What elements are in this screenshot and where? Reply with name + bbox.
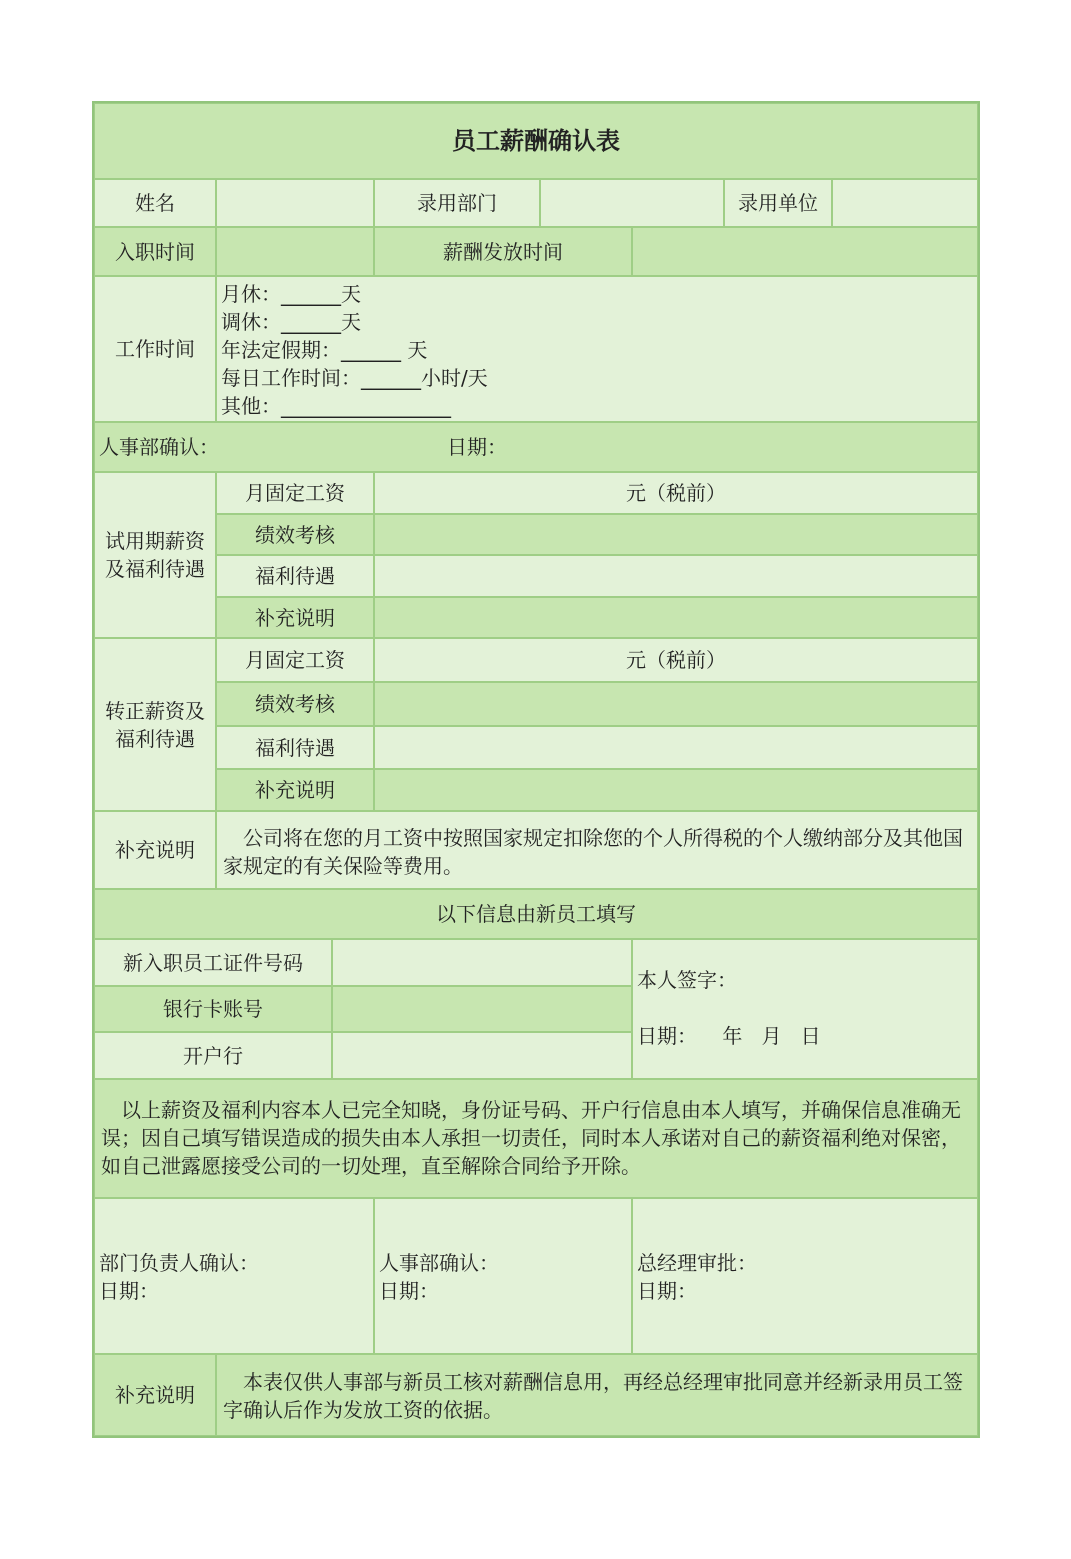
hr-confirm-date-label: 日期：: [447, 435, 507, 459]
hr-confirm-row[interactable]: [94, 422, 978, 472]
regular-label: 转正薪资及福利待遇: [94, 638, 216, 811]
work-time-label: 工作时间: [94, 276, 216, 422]
probation-item: 福利待遇: [216, 555, 374, 597]
regular-item: 绩效考核: [216, 682, 374, 726]
bank-branch-label: 开户行: [94, 1032, 332, 1079]
work-time-line: 其他：_________________: [221, 394, 451, 418]
probation-perf-field[interactable]: [374, 514, 978, 555]
regular-salary-field[interactable]: 元（税前）: [374, 638, 978, 682]
form-title: 员工薪酬确认表: [94, 103, 978, 179]
id-number-label: 新入职员工证件号码: [94, 939, 332, 986]
approval-date: 日期：: [379, 1279, 439, 1303]
note2-text: 本表仅供人事部与新员工核对薪酬信息用，再经总经理审批同意并经新录用员工签字确认后作为发放工资的依据。: [216, 1354, 978, 1436]
signature-label: 本人签字：: [637, 968, 737, 992]
signature-area[interactable]: [632, 939, 978, 1079]
regular-item: 福利待遇: [216, 726, 374, 769]
note1-label: 补充说明: [94, 811, 216, 889]
note2-label: 补充说明: [94, 1354, 216, 1436]
probation-item: 月固定工资: [216, 472, 374, 514]
approval-hr[interactable]: [374, 1198, 632, 1354]
regular-item: 月固定工资: [216, 638, 374, 682]
regular-item: 补充说明: [216, 769, 374, 811]
signature-date: 日期： 年 月 日: [637, 1024, 821, 1048]
approval-label: 人事部确认：: [379, 1251, 499, 1275]
probation-item: 绩效考核: [216, 514, 374, 555]
probation-note-field[interactable]: [374, 597, 978, 638]
pay-date-label: 薪酬发放时间: [374, 227, 632, 276]
new-employee-header: 以下信息由新员工填写: [94, 889, 978, 939]
approval-label: 部门负责人确认：: [99, 1251, 259, 1275]
hire-date-field[interactable]: [216, 227, 374, 276]
work-time-line: 调休：______天: [221, 310, 361, 334]
regular-perf-field[interactable]: [374, 682, 978, 726]
unit-label: 录用单位: [724, 179, 832, 227]
approval-date: 日期：: [99, 1279, 159, 1303]
probation-salary-field[interactable]: 元（税前）: [374, 472, 978, 514]
regular-note-field[interactable]: [374, 769, 978, 811]
dept-label: 录用部门: [374, 179, 540, 227]
bank-branch-field[interactable]: [332, 1032, 632, 1079]
note1-text: 公司将在您的月工资中按照国家规定扣除您的个人所得税的个人缴纳部分及其他国家规定的有关保险等费用。: [216, 811, 978, 889]
work-time-details[interactable]: [216, 276, 978, 422]
approval-label: 总经理审批：: [637, 1251, 757, 1275]
salary-confirmation-form: [94, 103, 978, 1436]
pay-date-field[interactable]: [632, 227, 978, 276]
probation-benefit-field[interactable]: [374, 555, 978, 597]
work-time-line: 年法定假期：______ 天: [221, 338, 428, 362]
bank-account-field[interactable]: [332, 986, 632, 1032]
name-field[interactable]: [216, 179, 374, 227]
declaration-text: 以上薪资及福利内容本人已完全知晓，身份证号码、开户行信息由本人填写，并确保信息准确无误；因自己填写错误造成的损失由本人承担一切责任，同时本人承诺对自己的薪资福利绝对保密，如自己泄露愿接受公司的一切处理，直至解除合同给予开除。: [94, 1079, 978, 1198]
name-label: 姓名: [94, 179, 216, 227]
regular-benefit-field[interactable]: [374, 726, 978, 769]
work-time-line: 每日工作时间：______小时/天: [221, 366, 488, 390]
approval-dept-head[interactable]: [94, 1198, 374, 1354]
unit-field[interactable]: [832, 179, 978, 227]
approval-date: 日期：: [637, 1279, 697, 1303]
hire-date-label: 入职时间: [94, 227, 216, 276]
hr-confirm-label: 人事部确认：: [99, 435, 219, 459]
probation-label: 试用期薪资及福利待遇: [94, 472, 216, 638]
probation-item: 补充说明: [216, 597, 374, 638]
approval-gm[interactable]: [632, 1198, 978, 1354]
dept-field[interactable]: [540, 179, 724, 227]
work-time-line: 月休：______天: [221, 282, 361, 306]
bank-account-label: 银行卡账号: [94, 986, 332, 1032]
id-number-field[interactable]: [332, 939, 632, 986]
